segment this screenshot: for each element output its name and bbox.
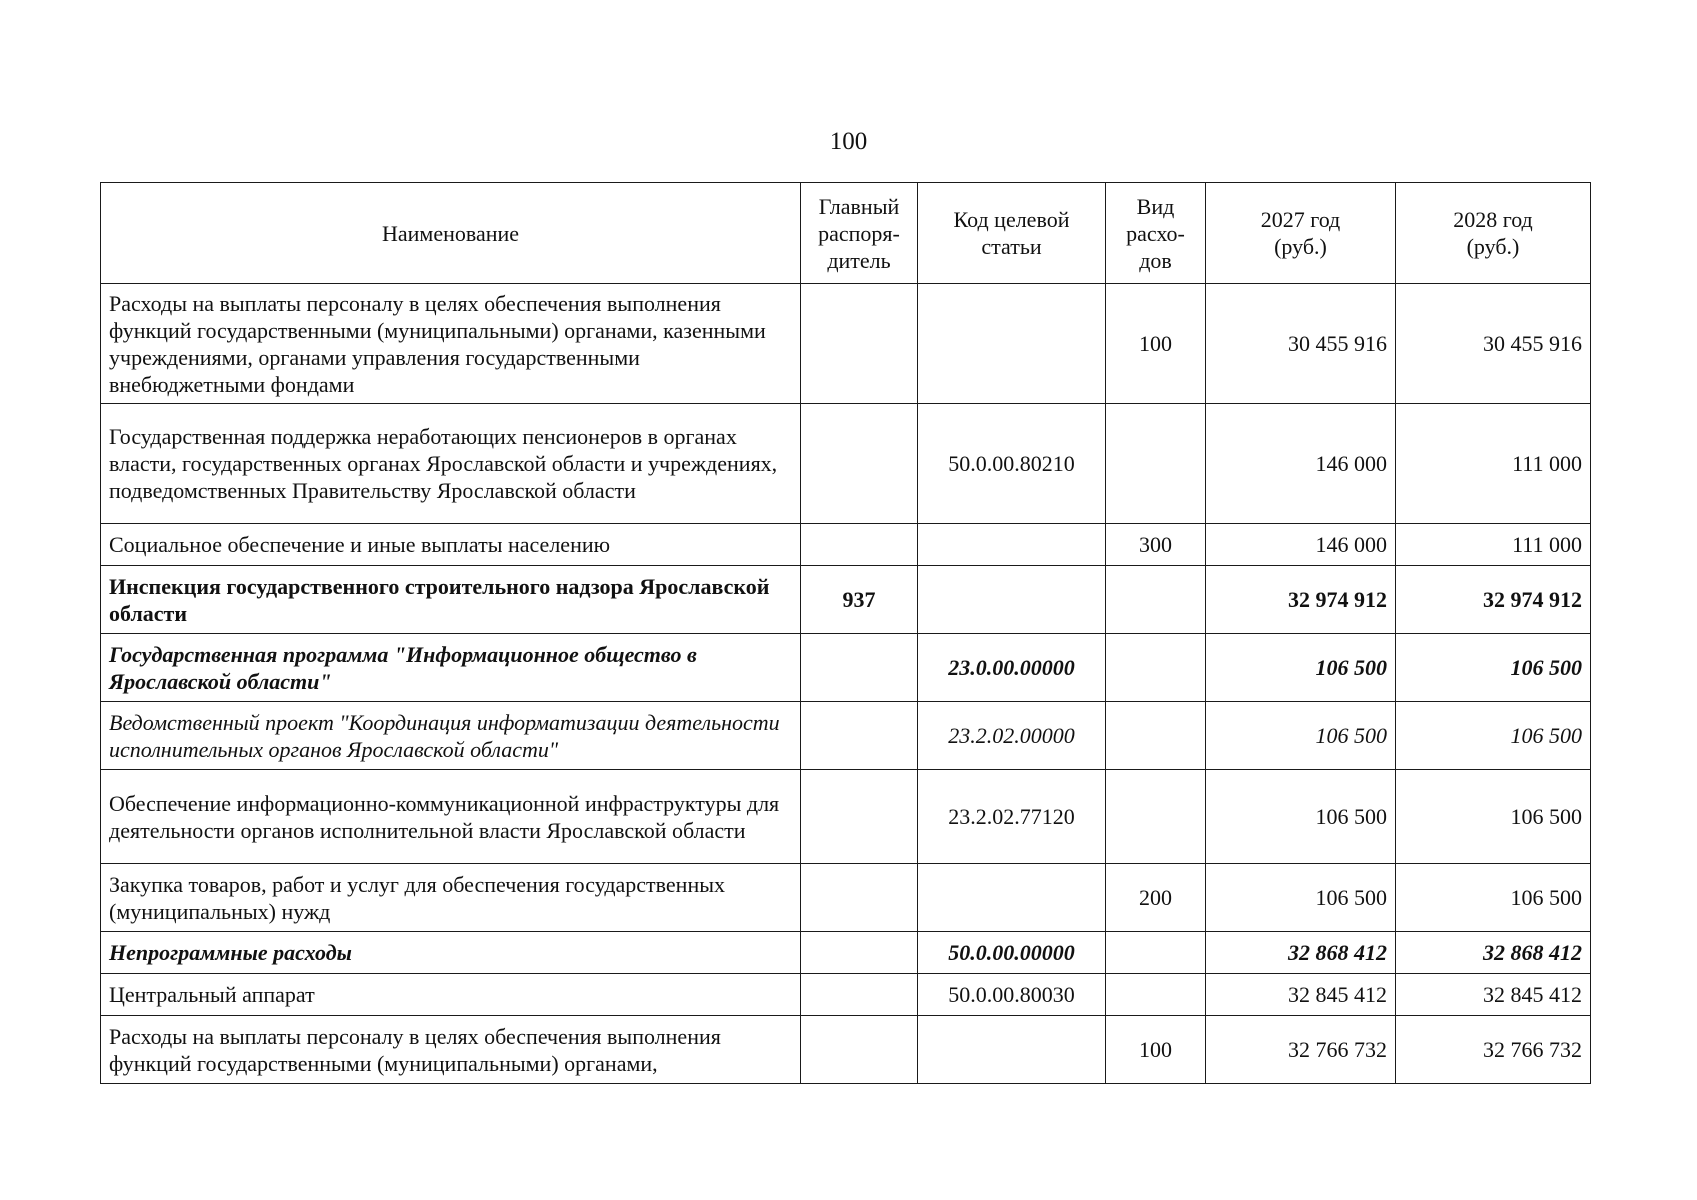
row-expense-type: 100: [1106, 1016, 1206, 1084]
row-target-code: [918, 566, 1106, 634]
table-row: [101, 864, 1591, 932]
row-name: Государственная программа "Информационное общество в Ярославской области": [101, 634, 801, 702]
row-amount-2028: 106 500: [1396, 770, 1591, 864]
row-amount-2028: 111 000: [1396, 404, 1591, 524]
header-year-2027: 2027 год (руб.): [1206, 183, 1396, 284]
row-expense-type: [1106, 932, 1206, 974]
row-main-manager: [801, 634, 918, 702]
row-expense-type: 300: [1106, 524, 1206, 566]
row-name: Ведомственный проект "Координация информатизации деятельности исполнительных органов Ярославской области": [101, 702, 801, 770]
row-name: Инспекция государственного строительного надзора Ярославской области: [101, 566, 801, 634]
table-row: [101, 284, 1591, 404]
row-name: Расходы на выплаты персоналу в целях обеспечения выполнения функций государственными (муниципальными) органами,: [101, 1016, 801, 1084]
row-expense-type: [1106, 634, 1206, 702]
table-row: [101, 932, 1591, 974]
row-amount-2028: 32 845 412: [1396, 974, 1591, 1016]
row-amount-2028: 106 500: [1396, 702, 1591, 770]
row-amount-2028: 32 868 412: [1396, 932, 1591, 974]
row-target-code: [918, 284, 1106, 404]
row-amount-2027: 32 766 732: [1206, 1016, 1396, 1084]
row-amount-2027: 32 868 412: [1206, 932, 1396, 974]
row-target-code: 50.0.00.80210: [918, 404, 1106, 524]
table-header-row: [101, 183, 1591, 284]
row-amount-2027: 106 500: [1206, 702, 1396, 770]
row-amount-2027: 106 500: [1206, 864, 1396, 932]
budget-table-wrapper: [100, 182, 1590, 1084]
row-target-code: 23.0.00.00000: [918, 634, 1106, 702]
row-main-manager: [801, 404, 918, 524]
table-row: [101, 1016, 1591, 1084]
row-main-manager: [801, 1016, 918, 1084]
row-amount-2028: 32 974 912: [1396, 566, 1591, 634]
row-main-manager: [801, 524, 918, 566]
table-row: [101, 404, 1591, 524]
row-expense-type: [1106, 404, 1206, 524]
page-number: 100: [829, 128, 868, 155]
row-target-code: [918, 524, 1106, 566]
row-expense-type: [1106, 566, 1206, 634]
row-amount-2027: 32 845 412: [1206, 974, 1396, 1016]
table-row: [101, 974, 1591, 1016]
row-target-code: 23.2.02.00000: [918, 702, 1106, 770]
row-name: Социальное обеспечение и иные выплаты населению: [101, 524, 801, 566]
row-main-manager: 937: [801, 566, 918, 634]
row-main-manager: [801, 284, 918, 404]
header-expense-type: Вид расхо- дов: [1106, 183, 1206, 284]
budget-table: [100, 182, 1591, 1084]
table-row: [101, 566, 1591, 634]
row-expense-type: [1106, 974, 1206, 1016]
row-main-manager: [801, 974, 918, 1016]
row-amount-2027: 146 000: [1206, 524, 1396, 566]
row-target-code: [918, 864, 1106, 932]
row-amount-2027: 106 500: [1206, 634, 1396, 702]
row-name: Государственная поддержка неработающих пенсионеров в органах власти, государственных органах Ярославской области и учреждениях, подведомственных Правительству Ярославской области: [101, 404, 801, 524]
row-expense-type: 200: [1106, 864, 1206, 932]
row-amount-2027: 32 974 912: [1206, 566, 1396, 634]
row-amount-2028: 106 500: [1396, 864, 1591, 932]
row-expense-type: [1106, 770, 1206, 864]
table-row: [101, 770, 1591, 864]
table-row: [101, 702, 1591, 770]
table-row: [101, 524, 1591, 566]
row-target-code: [918, 1016, 1106, 1084]
row-target-code: 50.0.00.80030: [918, 974, 1106, 1016]
row-target-code: 50.0.00.00000: [918, 932, 1106, 974]
row-amount-2028: 30 455 916: [1396, 284, 1591, 404]
header-year-2028: 2028 год (руб.): [1396, 183, 1591, 284]
row-name: Центральный аппарат: [101, 974, 801, 1016]
row-name: Расходы на выплаты персоналу в целях обеспечения выполнения функций государственными (муниципальными) органами, казенными учреждениями, органами управления государственными внебюджетными фондами: [101, 284, 801, 404]
row-expense-type: [1106, 702, 1206, 770]
row-amount-2028: 32 766 732: [1396, 1016, 1591, 1084]
row-amount-2027: 30 455 916: [1206, 284, 1396, 404]
row-target-code: 23.2.02.77120: [918, 770, 1106, 864]
row-amount-2027: 146 000: [1206, 404, 1396, 524]
row-amount-2027: 106 500: [1206, 770, 1396, 864]
header-target-code: Код целевой статьи: [918, 183, 1106, 284]
row-name: Обеспечение информационно-коммуникационной инфраструктуры для деятельности органов исполнительной власти Ярославской области: [101, 770, 801, 864]
table-row: [101, 634, 1591, 702]
row-main-manager: [801, 702, 918, 770]
row-main-manager: [801, 864, 918, 932]
row-amount-2028: 106 500: [1396, 634, 1591, 702]
header-main-manager: Главный распоря- дитель: [801, 183, 918, 284]
row-name: Закупка товаров, работ и услуг для обеспечения государственных (муниципальных) нужд: [101, 864, 801, 932]
row-main-manager: [801, 932, 918, 974]
row-amount-2028: 111 000: [1396, 524, 1591, 566]
row-main-manager: [801, 770, 918, 864]
header-name: Наименование: [101, 183, 801, 284]
row-name: Непрограммные расходы: [101, 932, 801, 974]
row-expense-type: 100: [1106, 284, 1206, 404]
